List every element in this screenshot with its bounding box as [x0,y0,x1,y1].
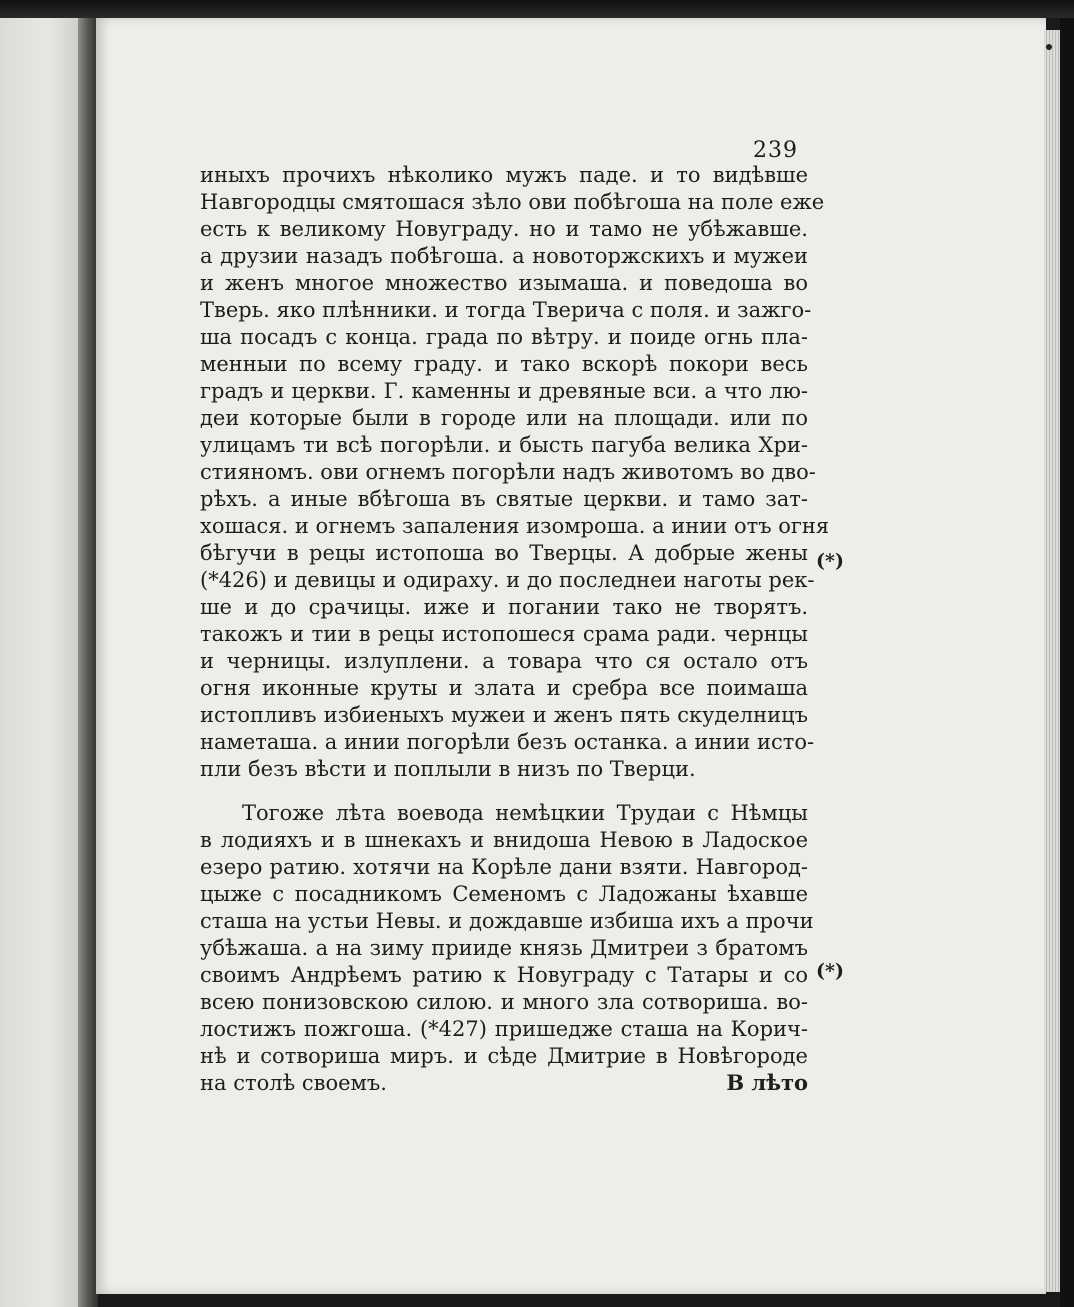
text-line: на столѣ своемъ. [200,1071,387,1095]
text-line: рѣхъ. а иные вбѣгоша въ святые церкви. и тамо зат- [200,487,808,511]
text-line: ша посадъ с конца. града по вѣтру. и поиде огнь пла- [200,325,808,349]
text-line: улицамъ ти всѣ погорѣли. и бысть пагуба велика Хри- [200,433,808,457]
text-line: огня иконные круты и злата и сребра все поимаша [200,676,808,700]
text-line: цыже с посадникомъ Семеномъ с Ладожаны ѣхавше [200,882,808,906]
text-line: нѣ и сотвориша миръ. и сѣде Дмитрие в Новѣгороде [200,1044,808,1068]
scan-border-right [1060,18,1074,1307]
text-line: сташа на устьи Невы. и дождавше избиша ихъ а прочи [200,909,814,933]
book-top-edge [0,0,1074,18]
text-line: такожъ и тии в рецы истопошеся срама ради. чернцы [200,622,808,646]
text-line: и женъ многое множество изымаша. и поведоша во [200,271,808,295]
text-line: стияномъ. ови огнемъ погорѣли надъ животомъ во дво- [200,460,816,484]
text-line: градъ и церкви. Г. каменны и древяные вси. а что лю- [200,379,808,403]
text-line: менныи по всему граду. и тако вскорѣ покори весь [200,352,808,376]
catchword: В лѣто [726,1070,808,1095]
text-line: ше и до срачицы. иже и погании тако не творятъ. [200,595,808,619]
scan-mark-icon [1046,44,1052,50]
page-number: 239 [753,138,798,163]
margin-note: (*) [816,960,844,982]
text-line: своимъ Андрѣемъ ратию к Новуграду с Татары и со [200,963,808,987]
text-line: лостижъ пожгоша. (*427) пришедже сташа на Корич- [200,1017,808,1041]
text-line: Навгородцы смятошася зѣло ови побѣгоша на поле еже [200,190,825,214]
text-line: пли безъ вѣсти и поплыли в низъ по Тверци. [200,757,696,781]
text-line: наметаша. а инии погорѣли безъ останка. а инии исто- [200,730,815,754]
text-line: в лодияхъ и в шнекахъ и внидоша Невою в Ладоское [200,828,808,852]
text-line: езеро ратию. хотячи на Корѣле дани взяти. Навгород- [200,855,808,879]
text-line: истопливъ избиеныхъ мужеи и женъ пять скуделницъ [200,703,808,727]
text-line: деи которые были в городе или на площади. или по [200,406,808,430]
text-line: иныхъ прочихъ нѣколико мужъ паде. и то видѣвше [200,163,808,187]
text-line: и черницы. излуплени. а товара что ся остало отъ [200,649,808,673]
margin-note: (*) [816,550,844,572]
text-line: всею понизовскою силою. и много зла сотвориша. во- [200,990,808,1014]
text-line: хошася. и огнемъ запаления изомроша. а инии отъ огня [200,514,830,538]
text-line: убѣжаша. а на зиму прииде князь Дмитреи з братомъ [200,936,808,960]
left-page-edge [0,18,80,1307]
page-stack-edge [1044,30,1060,1292]
text-line: бѣгучи в рецы истопоша во Тверцы. А добрые жены [200,541,808,565]
text-line: а друзии назадъ побѣгоша. а новоторжскихъ и мужеи [200,244,808,268]
text-line: (*426) и девицы и одираху. и до последнеи наготы рек- [200,568,815,592]
book-gutter [78,18,98,1307]
text-line: есть к великому Новуграду. но и тамо не убѣжавше. [200,217,808,241]
text-line: Тверь. яко плѣнники. и тогда Тверича с поля. и зажго- [200,298,812,322]
text-line: Тогоже лѣта воевода немѣцкии Трудаи с Нѣмцы [242,801,808,825]
